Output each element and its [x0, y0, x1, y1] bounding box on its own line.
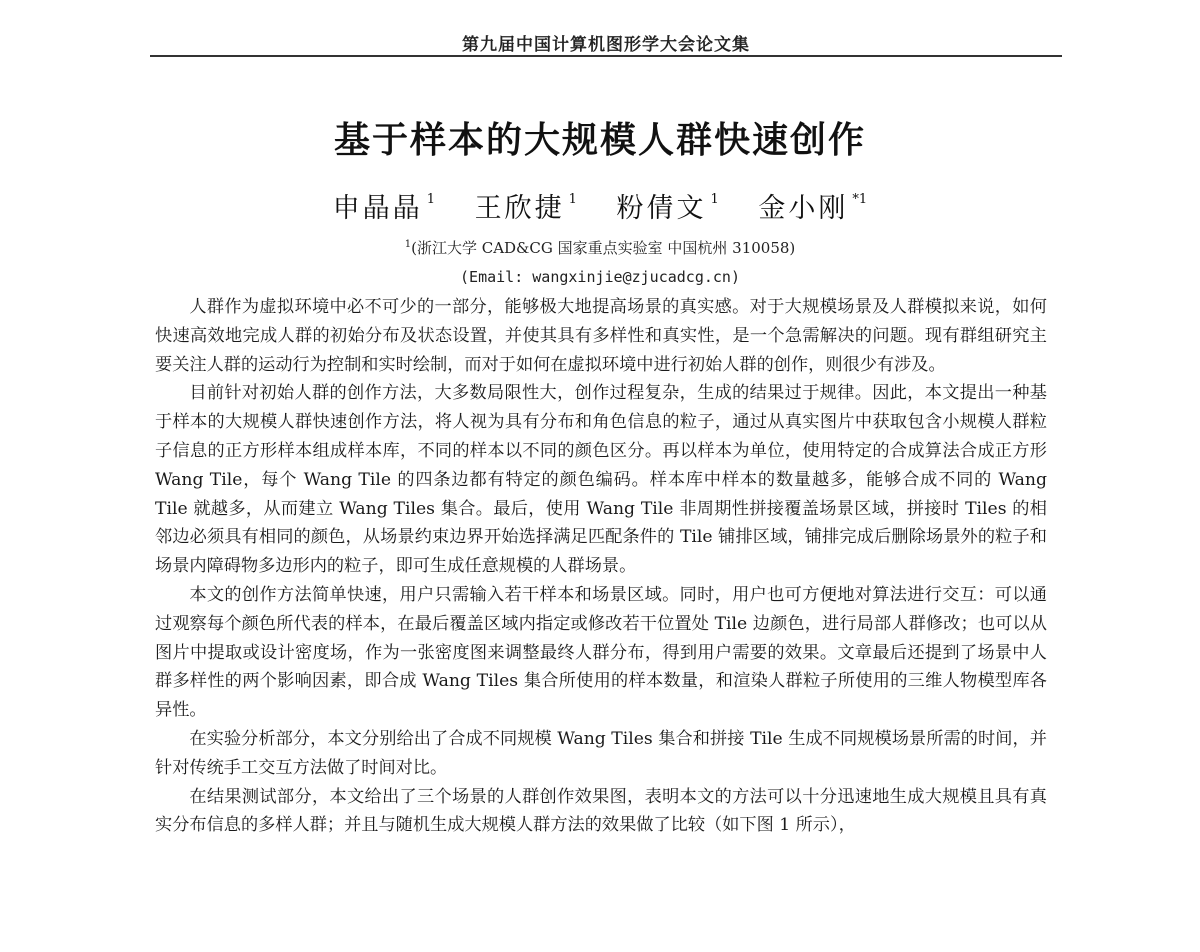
- author-name: 粉倩文: [616, 193, 707, 224]
- author: [617, 186, 719, 225]
- paragraph: 在结果测试部分，本文给出了三个场景的人群创作效果图，表明本文的方法可以十分迅速地生成大规模且具有真实分布信息的多样人群；并且与随机生成大规模人群方法的效果做了比较（如下图 1 所示），: [155, 786, 1047, 836]
- author: [333, 186, 435, 225]
- paragraph: 人群作为虚拟环境中必不可少的一部分，能够极大地提高场景的真实感。对于大规模场景及人群模拟来说，如何快速高效地完成人群的初始分布及状态设置，并使其具有多样性和真实性，是一个急需解决的问题。现有群组研究主要关注人群的运动行为控制和实时绘制，而对于如何在虚拟环境中进行初始人群的创作，则很少有涉及。: [155, 297, 1047, 375]
- abstract-body: [155, 293, 1047, 840]
- author-name: 王欣捷: [474, 193, 565, 224]
- header-rule: [150, 55, 1062, 57]
- paragraph: 本文的创作方法简单快速，用户只需输入若干样本和场景区域。同时，用户也可方便地对算法进行交互：可以通过观察每个颜色所代表的样本，在最后覆盖区域内指定或修改若干位置处 Tile 边颜色，进行局部人群修改；也可以从图片中提取或设计密度场，作为一张密度图来调整最终人群分布，得到用户需要的效果。文章最后还提到了场景中人群多样性的两个影响因素，即合成 Wang Tiles 集合所使用的样本数量，和渲染人群粒子所使用的三维人物模型库各异性。: [155, 584, 1047, 721]
- author-affiliation-mark: 1: [426, 192, 436, 207]
- contact-email: (Email: wangxinjie@zjucadcg.cn): [460, 268, 740, 286]
- author-affiliation-mark: 1: [568, 192, 577, 207]
- affiliation: [0, 237, 1200, 258]
- paragraph: 目前针对初始人群的创作方法，大多数局限性大，创作过程复杂，生成的结果过于规律。因此，本文提出一种基于样本的大规模人群快速创作方法，将人视为具有分布和角色信息的粒子，通过从真实图片中获取包含小规模人群粒子信息的正方形样本组成样本库，不同的样本以不同的颜色区分。再以样本为单位，使用特定的合成算法合成正方形 Wang Tile，每个 Wang Tile 的四条边都有特定的颜色编码。样本库中样本的数量越多，能够合成不同的 Wang Tile 就越多，从而建立 Wang Tiles 集合。最后，使用 Wang Tile 非周期性拼接覆盖场景区域，拼接时 Tiles 的相邻边必须具有相同的颜色，从场景约束边界开始选择满足匹配条件的 Tile 铺排区域，铺排完成后删除场景外的粒子和场景内障碍物多边形内的粒子，即可生成任意规模的人群场景。: [155, 383, 1047, 577]
- author-list: [0, 186, 1200, 225]
- affiliation-text: (浙江大学 CAD&CG 国家重点实验室 中国杭州 310058): [411, 239, 796, 257]
- running-head: 第九届中国计算机图形学大会论文集: [462, 35, 750, 55]
- affiliation-mark: 1: [404, 239, 412, 250]
- author: [758, 186, 867, 225]
- author-affiliation-mark: 1: [710, 192, 719, 207]
- author-name: 申晶晶: [332, 193, 423, 224]
- author: [475, 186, 577, 225]
- paper-title: 基于样本的大规模人群快速创作: [333, 119, 866, 161]
- author-name: 金小刚: [758, 193, 849, 224]
- author-affiliation-mark: *1: [852, 192, 868, 207]
- paragraph: 在实验分析部分，本文分别给出了合成不同规模 Wang Tiles 集合和拼接 Tile 生成不同规模场景所需的时间，并针对传统手工交互方法做了时间对比。: [155, 728, 1047, 778]
